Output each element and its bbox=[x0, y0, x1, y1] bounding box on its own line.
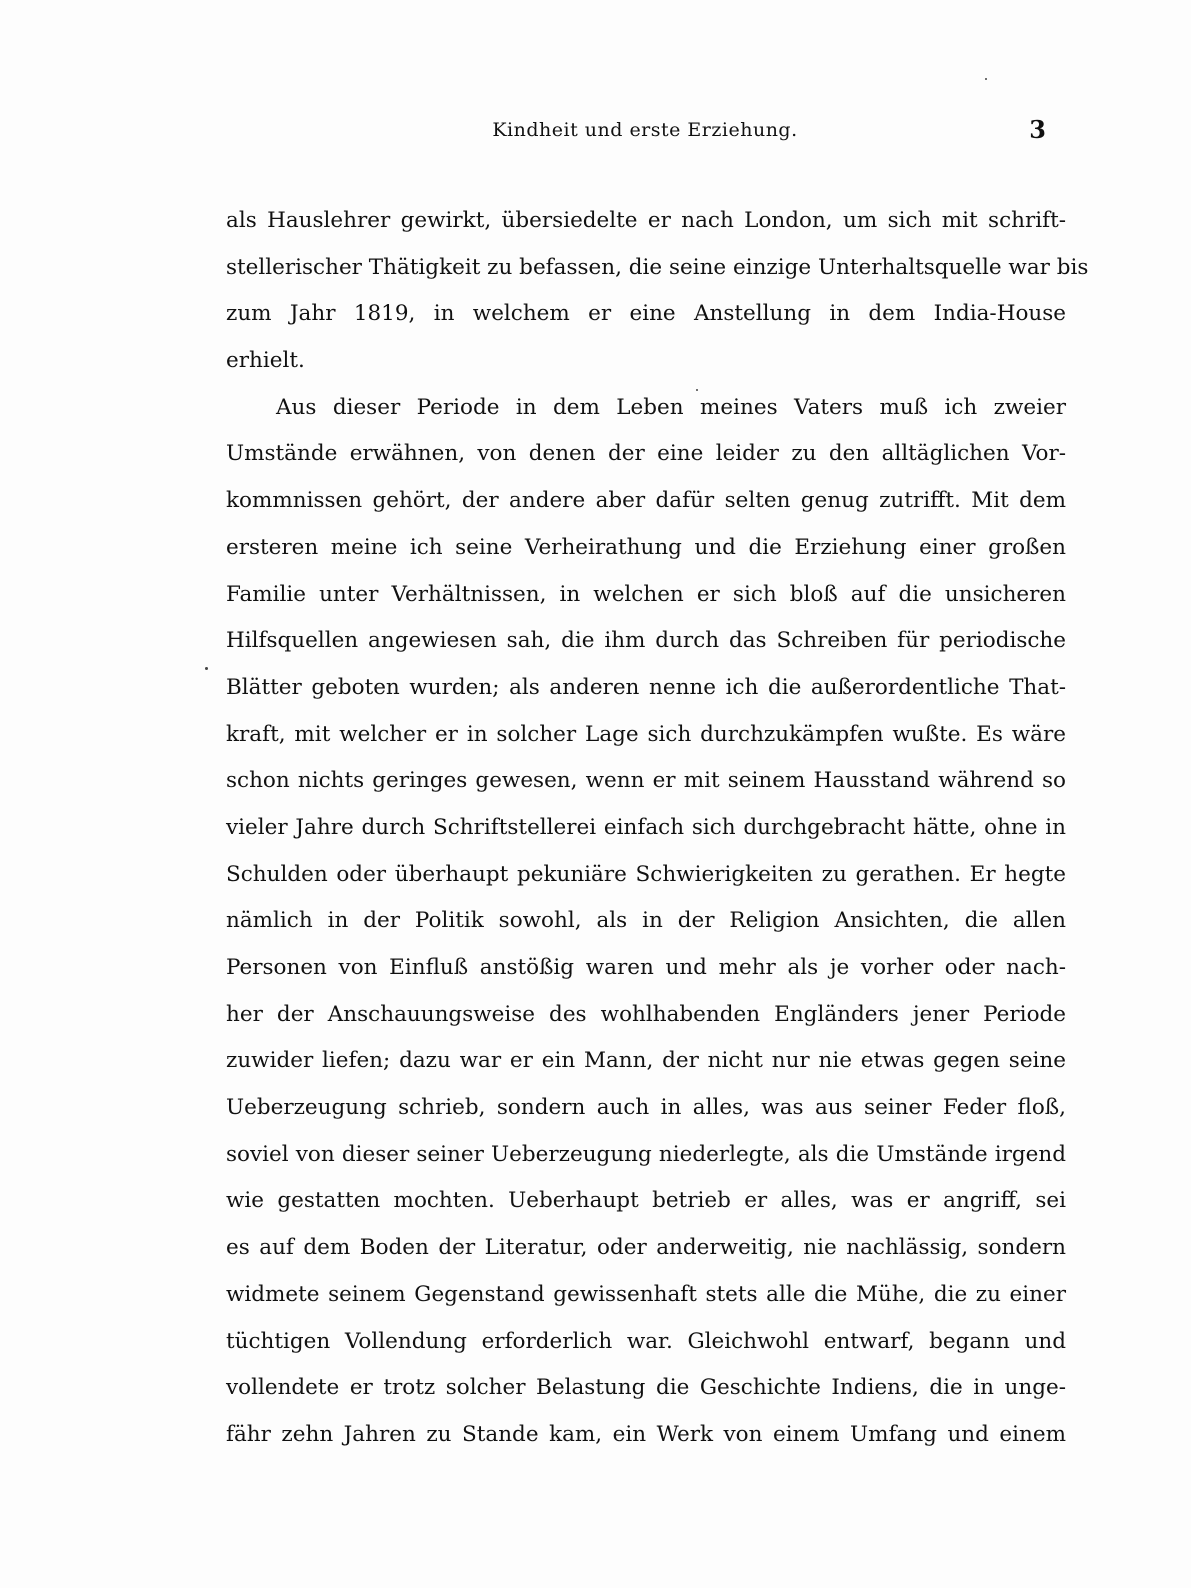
paper-speck bbox=[205, 667, 208, 670]
text-line: erhielt. bbox=[226, 348, 305, 374]
text-line: Umstände erwähnen, von denen der eine leider zu den alltäglichen Vor- bbox=[226, 441, 1066, 467]
text-line: her der Anschauungsweise des wohlhabenden Engländers jener Periode bbox=[226, 1001, 1066, 1027]
text-line: soviel von dieser seiner Ueberzeugung niederlegte, als die Umstände irgend bbox=[226, 1141, 1066, 1167]
page-number: 3 bbox=[1029, 115, 1046, 144]
text-line: Aus dieser Periode in dem Leben meines Vaters muß ich zweier bbox=[276, 394, 1066, 420]
text-line: widmete seinem Gegenstand gewissenhaft stets alle die Mühe, die zu einer bbox=[226, 1281, 1066, 1307]
text-line: kraft, mit welcher er in solcher Lage sich durchzukämpfen wußte. Es wäre bbox=[226, 721, 1066, 747]
paper-speck bbox=[696, 389, 698, 391]
text-line: fähr zehn Jahren zu Stande kam, ein Werk von einem Umfang und einem bbox=[226, 1421, 1066, 1447]
text-line: Familie unter Verhältnissen, in welchen er sich bloß auf die unsicheren bbox=[226, 581, 1066, 607]
text-line: zuwider liefen; dazu war er ein Mann, der nicht nur nie etwas gegen seine bbox=[226, 1048, 1066, 1074]
text-line: Blätter geboten wurden; als anderen nenne ich die außerordentliche That- bbox=[226, 674, 1066, 700]
text-line: kommnissen gehört, der andere aber dafür selten genug zutrifft. Mit dem bbox=[226, 488, 1066, 514]
text-line: stellerischer Thätigkeit zu befassen, die seine einzige Unterhaltsquelle war bis bbox=[226, 254, 1089, 280]
paper-speck bbox=[985, 78, 987, 80]
text-line: ersteren meine ich seine Verheirathung und die Erziehung einer großen bbox=[226, 534, 1066, 560]
text-line: tüchtigen Vollendung erforderlich war. Gleichwohl entwarf, begann und bbox=[226, 1328, 1066, 1354]
text-line: schon nichts geringes gewesen, wenn er mit seinem Hausstand während so bbox=[226, 768, 1066, 794]
text-line: es auf dem Boden der Literatur, oder anderweitig, nie nachlässig, sondern bbox=[226, 1235, 1066, 1261]
text-line: Hilfsquellen angewiesen sah, die ihm durch das Schreiben für periodische bbox=[226, 628, 1066, 654]
text-line: nämlich in der Politik sowohl, als in der Religion Ansichten, die allen bbox=[226, 908, 1066, 934]
text-line: als Hauslehrer gewirkt, übersiedelte er nach London, um sich mit schrift- bbox=[226, 208, 1066, 233]
text-line: zum Jahr 1819, in welchem er eine Anstellung in dem India-House bbox=[226, 301, 1066, 327]
text-line: Personen von Einfluß anstößig waren und mehr als je vorher oder nach- bbox=[226, 955, 1066, 980]
text-line: vollendete er trotz solcher Belastung die Geschichte Indiens, die in unge- bbox=[226, 1375, 1066, 1401]
text-line: Schulden oder überhaupt pekuniäre Schwierigkeiten zu gerathen. Er hegte bbox=[226, 861, 1066, 887]
text-line: vieler Jahre durch Schriftstellerei einfach sich durchgebracht hätte, ohne in bbox=[226, 814, 1066, 840]
running-head bbox=[226, 112, 1064, 148]
text-line: Ueberzeugung schrieb, sondern auch in alles, was aus seiner Feder floß, bbox=[226, 1095, 1066, 1121]
body-text bbox=[226, 198, 1089, 1459]
running-title: Kindheit und erste Erziehung. bbox=[492, 119, 798, 141]
text-line: wie gestatten mochten. Ueberhaupt betrieb er alles, was er angriff, sei bbox=[226, 1188, 1066, 1214]
